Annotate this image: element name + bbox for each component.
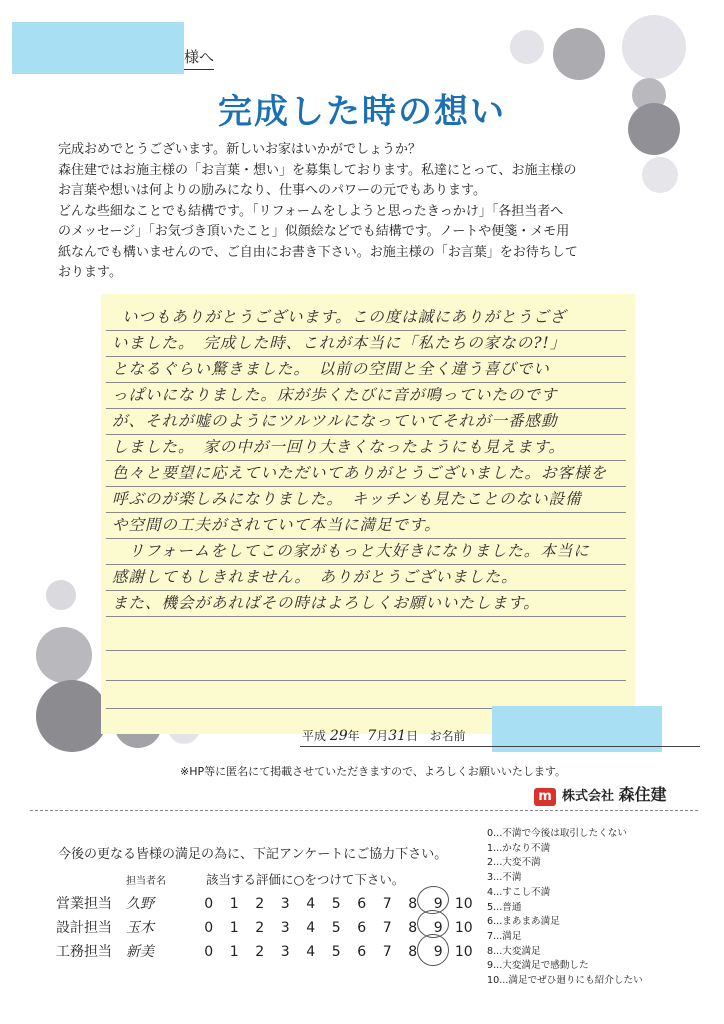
intro-line: お言葉や想いは何よりの励みになり、仕事へのパワーの元でもあります。 [58,183,486,198]
rating-option[interactable]: 6 [357,920,367,936]
rating-option[interactable]: 9 [433,896,443,912]
decorative-circle [36,680,108,752]
survey-row [56,917,477,937]
rating-option[interactable]: 4 [306,920,316,936]
rating-option[interactable]: 1 [229,944,239,960]
survey-row-label: 工務担当 [56,944,112,960]
recipient-name-redaction [12,22,184,74]
rating-option[interactable]: 7 [382,896,392,912]
date-line [302,727,466,744]
ruled-line [106,680,626,681]
ruled-line [106,512,626,513]
survey-row [56,941,477,961]
decorative-circle [36,627,92,683]
intro-line: 完成おめでとうございます。新しいお家はいかがでしょうか？ [58,142,421,157]
rating-option[interactable]: 3 [280,896,290,912]
ruled-line [106,564,626,565]
rating-option[interactable]: 0 [204,896,214,912]
rating-option[interactable]: 0 [204,944,214,960]
handwritten-line: いました。 完成した時、これが本当に「私たちの家なの?!」 [112,334,567,352]
rating-option[interactable]: 7 [382,920,392,936]
ruled-line [106,486,626,487]
legend-item: 6...まあまあ満足 [487,916,560,928]
legend-item: 2...大変不満 [487,857,541,869]
legend-item: 7...満足 [487,930,522,942]
handwritten-line: 色々と要望に応えていただいてありがとうございました。お客様を [112,464,608,482]
page-title: 完成した時の想い [218,92,506,132]
rating-option[interactable]: 6 [357,944,367,960]
cut-line [30,810,698,811]
ruled-line [106,650,626,651]
notice-text: ※HP等に匿名にて掲載させていただきますので、よろしくお願いいたします。 [180,765,567,778]
date-era: 平成 [302,729,327,743]
rating-option[interactable]: 3 [280,944,290,960]
rating-option[interactable]: 1 [229,896,239,912]
intro-line: のメッセージ」「お気づき頂いたこと」似顔絵などでも結構です。ノートや便箋・メモ用 [58,224,570,239]
decorative-circle [46,580,76,610]
rating-option[interactable]: 5 [331,896,341,912]
staff-name: 玉木 [126,920,154,936]
rating-option[interactable]: 3 [280,920,290,936]
survey-row-label: 設計担当 [56,920,112,936]
legend-item: 8...大変満足 [487,945,541,957]
date-underline [300,746,700,747]
date-day-value: 31 [388,728,407,744]
date-month-value: 7 [367,728,377,744]
rating-legend [487,827,643,989]
date-year-label: 年 [347,729,360,743]
rating-option[interactable]: 9 [433,920,443,936]
legend-item: 5...普通 [487,901,522,913]
staff-name: 新美 [126,944,154,960]
legend-item: 1...かなり不満 [487,842,551,854]
ruled-line [106,434,626,435]
legend-item: 9...大変満足で感動した [487,960,589,972]
rating-option[interactable]: 4 [306,944,316,960]
rating-option[interactable]: 1 [229,920,239,936]
handwritten-line: 感謝してもしきれません。 ありがとうございました。 [112,568,518,586]
column-header-name: 担当者名 [126,876,166,887]
rating-option[interactable]: 6 [357,896,367,912]
handwritten-line: となるぐらい驚きました。 以前の空間と全く違う喜びでい [112,360,550,378]
rating-option[interactable]: 2 [255,944,265,960]
ruled-line [106,616,626,617]
rating-option[interactable]: 5 [331,920,341,936]
decorative-circle [622,15,686,79]
staff-name: 久野 [126,896,154,912]
handwritten-line: いつもありがとうございます。この度は誠にありがとうござ [122,308,567,326]
intro-line: 森住建ではお施主様の「お言葉・想い」を募集しております。私達にとって、お施主様の [58,162,577,178]
intro-text [58,140,658,284]
handwritten-line: また、機会があればその時はよろしくお願いいたします。 [112,594,540,612]
decorative-circle [553,28,605,80]
rating-option[interactable]: 5 [331,944,341,960]
ruled-line [106,538,626,539]
decorative-circle [510,30,544,64]
ruled-line [106,408,626,409]
date-month-label: 月 [376,729,389,743]
legend-item: 4...すこし不満 [487,886,551,898]
handwritten-line: リフォームをしてこの家がもっと大好きになりました。本当に [112,542,590,560]
date-day-label: 日 [406,729,419,743]
handwritten-line: や空間の工夫がされていて本当に満足です。 [112,516,441,534]
handwritten-line: っぱいになりました。床が歩くたびに音が鳴っていたのです [112,386,558,404]
rating-option[interactable]: 10 [454,944,473,960]
ruled-line [106,590,626,591]
intro-line: 紙なんでも構いませんので、ご自由にお書き下さい。お施主様の「お言葉」をお待ちして [58,244,578,260]
company-prefix: 株式会社 [562,789,615,804]
rating-option[interactable]: 10 [454,896,473,912]
handwritten-line: 呼ぶのが楽しみになりました。 キッチンも見たことのない設備 [112,490,582,508]
rating-option[interactable]: 10 [454,920,473,936]
rating-option[interactable]: 2 [255,920,265,936]
rating-option[interactable]: 8 [408,896,418,912]
name-label: お名前 [429,729,466,743]
handwritten-line: しました。 家の中が一回り大きくなったようにも見えます。 [112,438,566,456]
selected-rating-circle [416,933,450,967]
rating-option[interactable]: 0 [204,920,214,936]
survey-intro: 今後の更なる皆様の満足の為に、下記アンケートにご協力下さい。 [58,847,448,862]
survey-row-label: 営業担当 [56,896,112,912]
rating-option[interactable]: 4 [306,896,316,912]
salutation: 様へ [184,46,214,70]
rating-option[interactable]: 8 [408,920,418,936]
survey-row [56,893,477,913]
company-mark [534,782,667,806]
rating-option[interactable]: 7 [382,944,392,960]
column-header-eval: 該当する評価に○をつけて下さい。 [206,872,405,887]
rating-option[interactable]: 9 [433,944,443,960]
ruled-line [106,382,626,383]
company-logo-icon: m [534,788,556,806]
rating-option[interactable]: 2 [255,896,265,912]
company-name: 森住建 [618,785,667,804]
rating-option[interactable]: 8 [408,944,418,960]
intro-line: どんな些細なことでも結構です。「リフォームをしようと思ったきっかけ」「各担当者へ [58,203,564,219]
legend-item: 10...満足でぜひ廻りにも紹介したい [487,975,643,987]
legend-item: 3...不満 [487,872,522,884]
ruled-line [106,330,626,331]
intro-line: おります。 [58,265,122,280]
date-year-value: 29 [329,728,348,744]
legend-item: 0...不満で今後は取引したくない [487,828,627,839]
ruled-line [106,356,626,357]
ruled-line [106,460,626,461]
handwritten-line: が、それが嘘のようにツルツルになっていてそれが一番感動 [112,412,558,430]
